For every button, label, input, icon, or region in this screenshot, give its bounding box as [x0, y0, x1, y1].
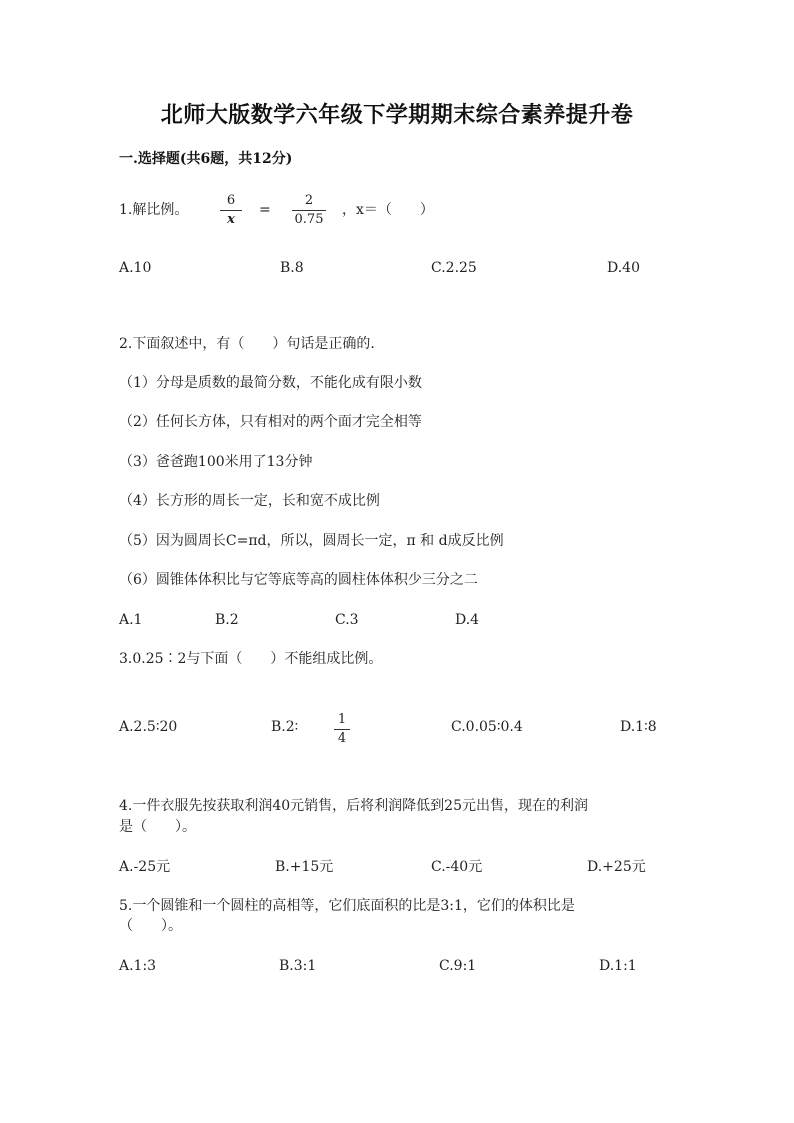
q2-statement-3: （3）爸爸跑100米用了13分钟 [119, 454, 313, 470]
q3-option-b[interactable]: B.2∶ [271, 719, 299, 735]
section-header: 一.选择题(共6题，共12分) [119, 151, 293, 167]
q5-option-d[interactable]: D.1:1 [599, 958, 637, 974]
q4-option-b[interactable]: B.+15元 [275, 859, 334, 875]
q5-option-a[interactable]: A.1:3 [119, 958, 157, 974]
fraction-bar [220, 210, 242, 211]
q1-option-d[interactable]: D.40 [607, 260, 640, 276]
fraction-bar [292, 210, 326, 211]
q3-stem: 3.0.25∶2与下面（ ）不能组成比例。 [119, 651, 383, 667]
q2-statement-2: （2）任何长方体，只有相对的两个面才完全相等 [119, 414, 422, 430]
q1-fraction-2-denominator: 0.75 [294, 212, 324, 227]
q3-option-a[interactable]: A.2.5∶20 [119, 719, 178, 735]
q2-option-d[interactable]: D.4 [455, 612, 480, 628]
q2-statement-6: （6）圆锥体体积比与它等底等高的圆柱体体积少三分之二 [119, 572, 478, 588]
q2-option-c[interactable]: C.3 [335, 612, 359, 628]
q1-fraction-2 [292, 193, 326, 228]
q4-option-a[interactable]: A.-25元 [119, 859, 171, 875]
q1-fraction-1 [220, 193, 242, 228]
q2-option-b[interactable]: B.2 [215, 612, 239, 628]
q2-stem: 2.下面叙述中，有（ ）句话是正确的. [119, 336, 375, 352]
q1-option-c[interactable]: C.2.25 [431, 260, 477, 276]
q1-fraction-2-numerator: 2 [304, 193, 314, 208]
q4-option-d[interactable]: D.+25元 [587, 859, 646, 875]
fraction-bar [334, 729, 350, 730]
q3-fraction-denominator: 4 [337, 731, 347, 746]
q1-fraction-1-numerator: 6 [226, 193, 236, 208]
q2-statement-1: （1）分母是质数的最简分数，不能化成有限小数 [119, 375, 422, 391]
q3-option-d[interactable]: D.1∶8 [620, 719, 657, 735]
q5-option-c[interactable]: C.9:1 [439, 958, 477, 974]
q3-option-c[interactable]: C.0.05∶0.4 [451, 719, 523, 735]
q1-fraction-1-denominator: x [227, 212, 235, 227]
q4-option-c[interactable]: C.-40元 [431, 859, 483, 875]
q1-prefix: 1.解比例。 [119, 202, 189, 218]
q2-option-a[interactable]: A.1 [119, 612, 143, 628]
q5-stem-line-2: （ ）。 [119, 918, 182, 934]
q1-option-a[interactable]: A.10 [119, 260, 152, 276]
q1-equals: = [259, 202, 271, 218]
q1-suffix: ，x＝（ ） [342, 202, 434, 218]
page-title: 北师大版数学六年级下学期期末综合素养提升卷 [160, 102, 634, 128]
q4-stem-line-2: 是（ ）。 [119, 819, 196, 835]
q1-option-b[interactable]: B.8 [280, 260, 304, 276]
q2-statement-4: （4）长方形的周长一定，长和宽不成比例 [119, 493, 380, 509]
q5-option-b[interactable]: B.3:1 [279, 958, 317, 974]
q3-fraction-numerator: 1 [337, 712, 347, 727]
q4-stem-line-1: 4.一件衣服先按获取利润40元销售，后将利润降低到25元出售，现在的利润 [119, 798, 588, 814]
q2-statement-5: （5）因为圆周长C=πd，所以，圆周长一定，π 和 d成反比例 [119, 533, 504, 549]
q3-option-b-fraction [334, 712, 350, 747]
q5-stem-line-1: 5.一个圆锥和一个圆柱的高相等，它们底面积的比是3:1，它们的体积比是 [119, 898, 575, 914]
